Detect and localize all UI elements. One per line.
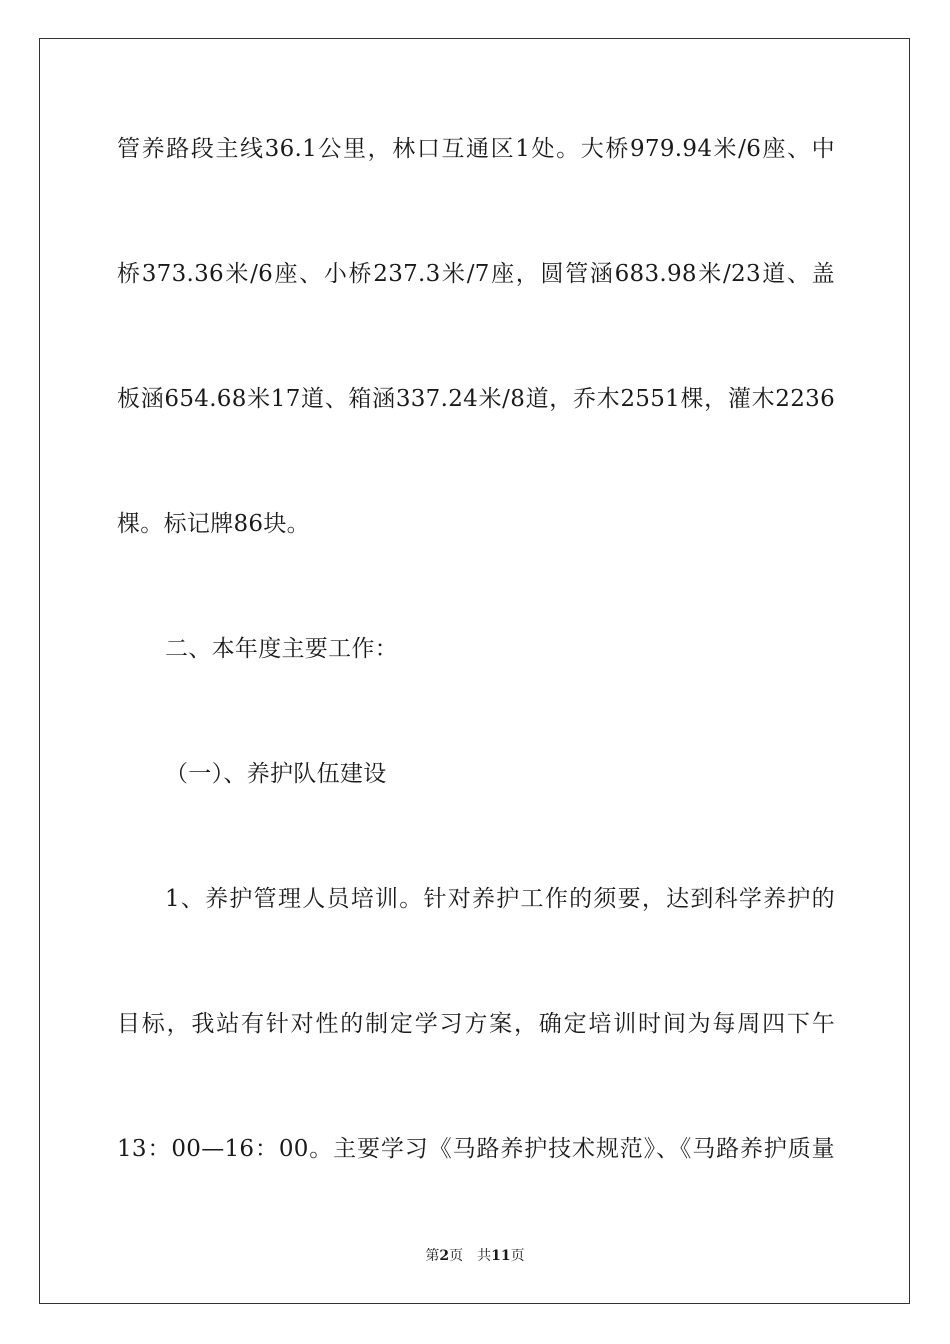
- total-pages: 11: [491, 1248, 511, 1264]
- page-prefix: 第: [425, 1248, 440, 1264]
- text-line-8: 目标，我站有针对性的制定学习方案，确定培训时间为每周四下午: [117, 1011, 835, 1037]
- text-line-7: 1、养护管理人员培训。针对养护工作的须要，达到科学养护的: [165, 886, 835, 912]
- text-line-1: 管养路段主线36.1公里，林口互通区1处。大桥979.94米/6座、中: [117, 136, 835, 162]
- text-line-2: 桥373.36米/6座、小桥237.3米/7座，圆管涵683.98米/23道、盖: [117, 261, 835, 287]
- page-suffix: 页: [449, 1248, 464, 1264]
- text-line-3: 板涵654.68米17道、箱涵337.24米/8道，乔木2551棵，灌木2236: [117, 386, 835, 412]
- subsection-heading: （一）、养护队伍建设: [165, 761, 387, 787]
- text-line-4: 棵。标记牌86块。: [117, 511, 310, 537]
- page-number: 2: [439, 1248, 450, 1264]
- total-prefix: 共: [477, 1248, 492, 1264]
- page-border: [39, 38, 910, 1304]
- total-suffix: 页: [510, 1248, 525, 1264]
- section-heading: 二、本年度主要工作：: [165, 636, 398, 662]
- page-footer: [0, 1246, 950, 1266]
- text-line-9: 13：00—16：00。主要学习《马路养护技术规范》、《马路养护质量: [117, 1136, 835, 1162]
